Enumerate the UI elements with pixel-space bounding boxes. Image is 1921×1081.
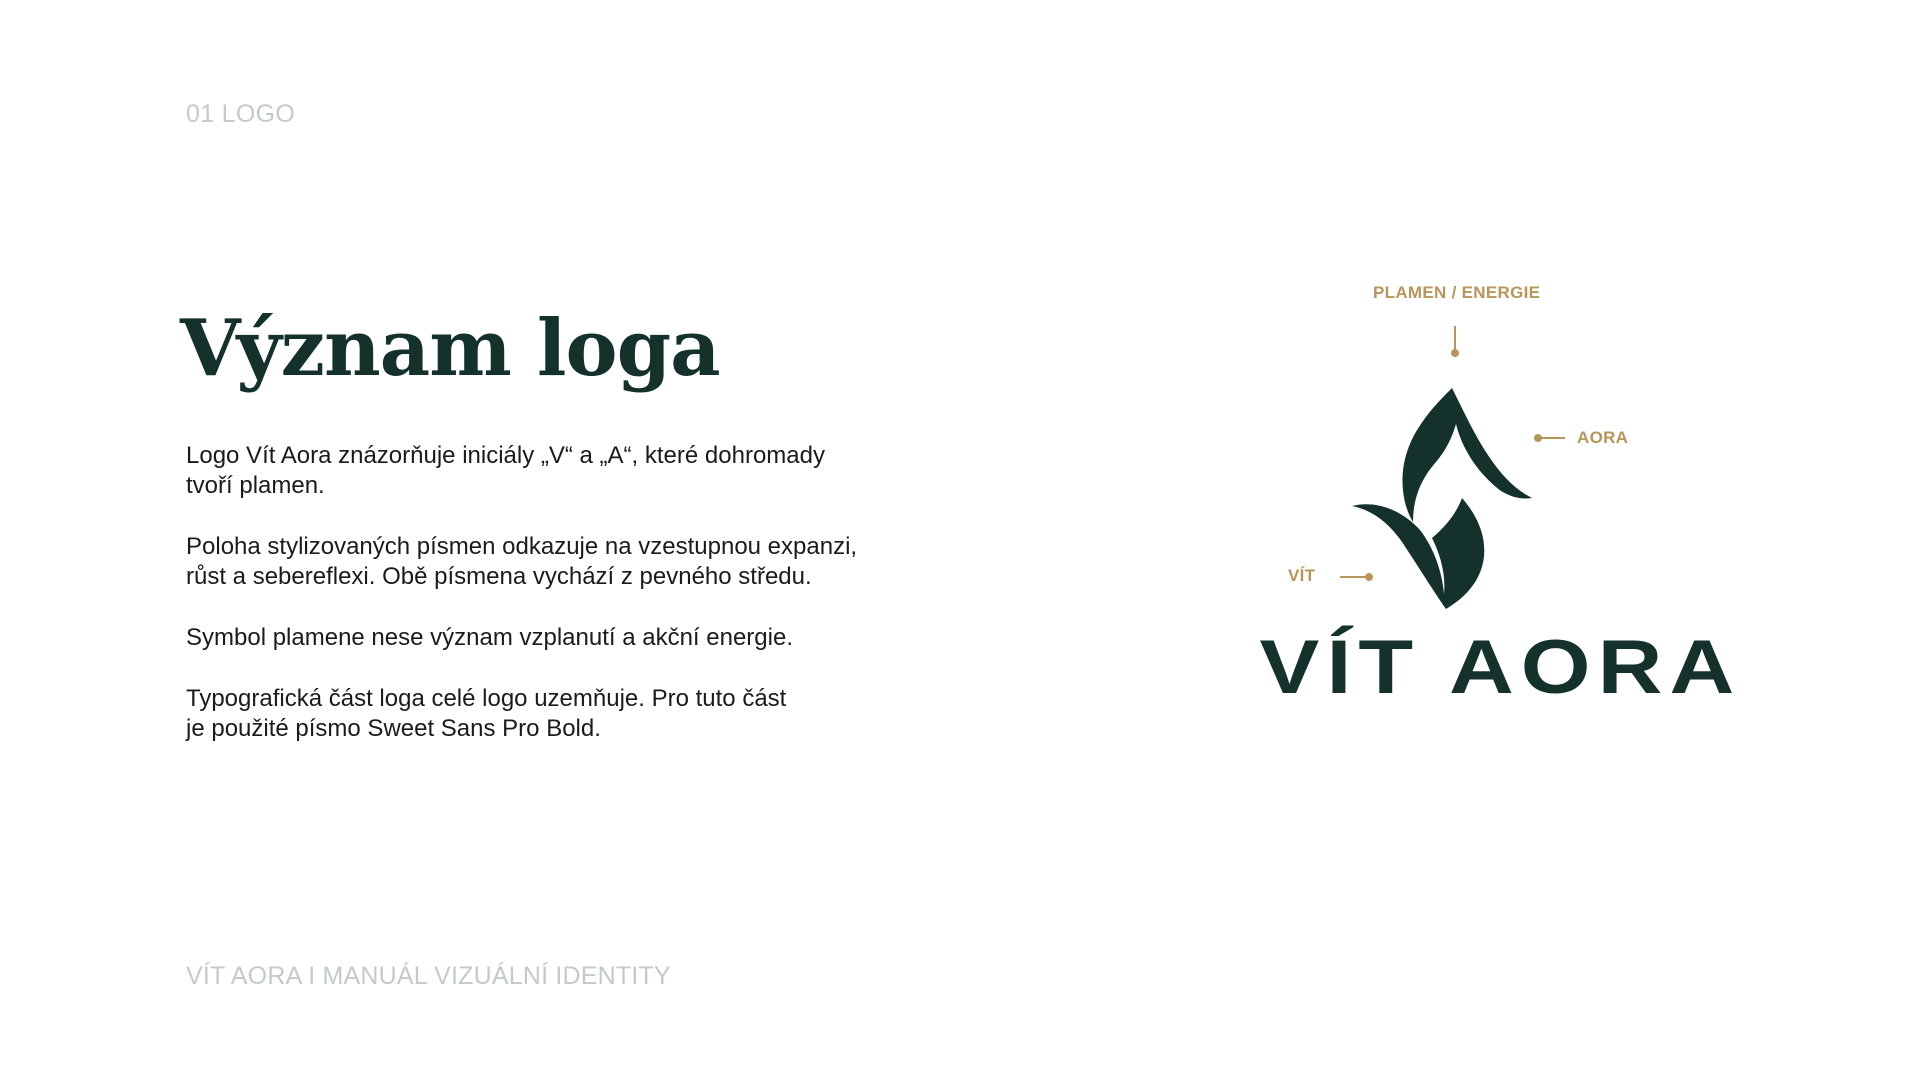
paragraph-position: Poloha stylizovaných písmen odkazuje na vzestupnou expanzi, růst a sebereflexi. Obě písmena vychází z pevného středu. (186, 533, 858, 590)
aora-annotation-label: AORA (1577, 428, 1629, 447)
logo-a-letter-shape (1402, 388, 1532, 522)
vit-annotation-dot (1365, 573, 1373, 581)
logo-wordmark: VÍT AORA (1259, 625, 1742, 710)
paragraph-flame: Symbol plamene nese význam vzplanutí a akční energie. (186, 624, 793, 651)
flame-annotation-label: PLAMEN / ENERGIE (1373, 283, 1541, 302)
vit-annotation-label: VÍT (1288, 566, 1316, 585)
logo-diagram (1180, 260, 1740, 740)
logo-mark-svg (1180, 260, 1740, 630)
paragraph-typography: Typografická část loga celé logo uzemňuje. Pro tuto část je použité písmo Sweet Sans Pro Bold. (186, 685, 787, 742)
flame-annotation-dot (1451, 349, 1459, 357)
section-label: 01 LOGO (186, 100, 296, 128)
footer-text: VÍT AORA I MANUÁL VIZUÁLNÍ IDENTITY (186, 962, 671, 990)
logo-v-letter-shape (1352, 498, 1484, 609)
paragraph-initials: Logo Vít Aora znázorňuje iniciály „V“ a „A“, které dohromady tvoří plamen. (186, 442, 825, 499)
description-text (186, 441, 946, 775)
page-title: Význam loga (180, 303, 720, 394)
